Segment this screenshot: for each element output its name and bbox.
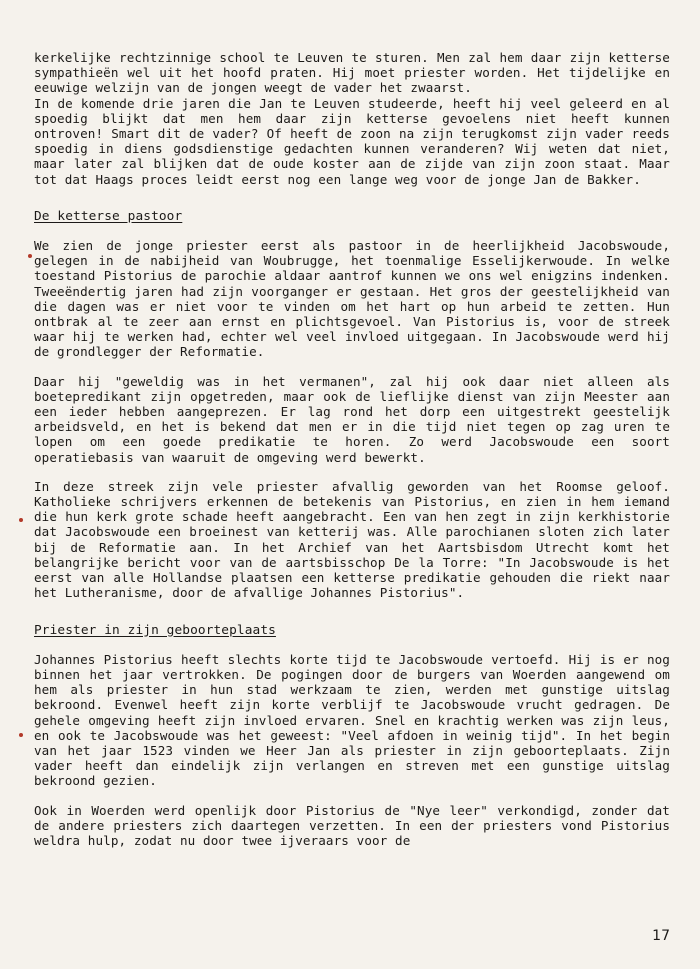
page-number: 17 bbox=[652, 928, 670, 944]
paragraph: In deze streek zijn vele priester afvallig geworden van het Roomse geloof. Katholieke schrijvers erkennen de betekenis van Pistorius, en zien in hem iemand die hun kerk grote schade heeft aangebracht. Een van hen zegt in zijn kerkhistorie dat Jacobswoude een broeinest van ketterij was. Alle parochianen sloten zich later bij de Reformatie aan. In het Archief van het Aartsbisdom Utrecht komt het belangrijke bericht voor van de aartsbisschop De la Torre: "In Jacobswoude is het eerst van alle Hollandse plaatsen een ketterse predikatie gehouden die riekt naar het Lutheranisme, door de afvallige Johannes Pistorius". bbox=[34, 478, 670, 601]
paragraph: In de komende drie jaren die Jan te Leuven studeerde, heeft hij veel geleerd en al spoedig blijkt dat men hem daar zijn ketterse gevoelens niet heeft kunnen ontroven! Smart dit de vader? Of heeft de zoon na zijn terugkomst zijn vader reeds spoedig in diens godsdienstige gedachten kunnen veranderen? Wij weten dat niet, maar later zal blijken dat de oude koster aan de zijde van zijn zoon staat. Maar tot dat Haags proces leidt eerst nog een lange weg voor de jonge Jan de Bakker. bbox=[34, 95, 670, 187]
punch-mark-icon bbox=[19, 733, 23, 737]
section-heading: Priester in zijn geboorteplaats bbox=[34, 622, 276, 638]
document-body bbox=[34, 50, 670, 848]
paragraph: kerkelijke rechtzinnige school te Leuven te sturen. Men zal hem daar zijn ketterse sympathieën wel uit het hoofd praten. Hij moet priester worden. Het tijdelijke en eeuwige welzijn van de jongen weegt de vader het zwaarst. bbox=[34, 50, 670, 96]
punch-mark-icon bbox=[19, 518, 23, 522]
punch-mark-icon bbox=[28, 254, 32, 258]
paragraph: Ook in Woerden werd openlijk door Pistorius de "Nye leer" verkondigd, zonder dat de andere priesters zich daartegen verzetten. In een der priesters vond Pistorius weldra hulp, zodat nu door twee ijveraars voor de bbox=[34, 802, 670, 848]
paragraph: We zien de jonge priester eerst als pastoor in de heerlijkheid Jacobswoude, gelegen in de nabijheid van Woubrugge, het toenmalige Esselijkerwoude. In welke toestand Pistorius de parochie aldaar aantrof kunnen we ons wel enigzins indenken. Tweeëndertig jaren had zijn voorganger er gestaan. Het gros der geestelijkheid van die dagen was er niet voor te vinden om het hart op hun arbeid te zetten. Hun ontbrak al te zeer aan ernst en plichtsgevoel. Van Pistorius is, voor de streek waar hij te werken had, echter wel veel invloed uitgegaan. In Jacobswoude werd hij de grondlegger der Reformatie. bbox=[34, 238, 670, 360]
paragraph: Daar hij "geweldig was in het vermanen", zal hij ook daar niet alleen als boetepredikant zijn opgetreden, maar ook de lieflijke dienst van zijn Meester aan een ieder hebben aangeprezen. Er lag rond het dorp een uitgestrekt geestelijk arbeidsveld, en het is bekend dat men er in die tijd niet tegen op zag uren te lopen om een goede predikatie te horen. Zo werd Jacobswoude een soort operatiebasis van waaruit de omgeving werd bewerkt. bbox=[34, 373, 670, 465]
section-heading: De ketterse pastoor bbox=[34, 208, 183, 224]
paragraph: Johannes Pistorius heeft slechts korte tijd te Jacobswoude vertoefd. Hij is er nog binnen het jaar vertrokken. De pogingen door de burgers van Woerden aangewend om hem als priester in hun stad werkzaam te zien, werden met gunstige uitslag bekroond. Evenwel heeft zijn korte verblijf te Jacobswoude vrucht gedragen. De gehele omgeving heeft zijn invloed ervaren. Snel en krachtig werken was zijn leus, en ook te Jacobswoude was het geweest: "Veel afdoen in weinig tijd". In het begin van het jaar 1523 vinden we Heer Jan als priester in zijn geboorteplaats. Zijn vader heeft dan eindelijk zijn verlangen en streven met een gunstige uitslag bekroond gezien. bbox=[34, 651, 670, 789]
